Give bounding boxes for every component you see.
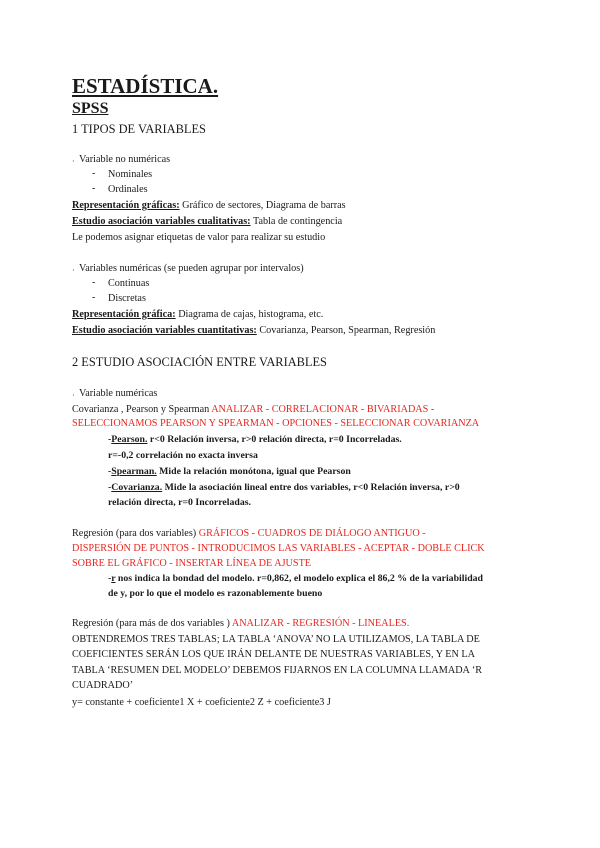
qualitative-association	[72, 215, 342, 229]
bullet: ·	[72, 266, 75, 275]
regression-multiple-text: Regresión (para más de dos variables )	[72, 618, 232, 629]
repr-label: Representación gráfica:	[72, 309, 176, 320]
assoc-label: Estudio asociación variables cuantitativas:	[72, 325, 257, 336]
assoc-value: Covarianza, Pearson, Spearman, Regresión	[256, 325, 436, 336]
type-item: Ordinales	[108, 184, 148, 195]
type-item: Continuas	[108, 278, 150, 289]
tables-note: COEFICIENTES SERÁN LOS QUE IRÁN DELANTE DE NUESTRAS VARIABLES, Y EN LA	[72, 649, 475, 660]
dash: -	[92, 168, 96, 179]
spearman-label: Spearman.	[111, 466, 157, 477]
regression-formula: y= constante + coeficiente1 X + coeficiente2 Z + coeficiente3 J	[72, 697, 331, 708]
dash: -	[92, 277, 96, 288]
r-label: r	[111, 573, 116, 584]
type-item: Nominales	[108, 169, 153, 180]
qualitative-representation	[72, 199, 346, 213]
section2-heading: 2 ESTUDIO ASOCIACIÓN ENTRE VARIABLES	[72, 355, 327, 369]
prefix: -	[108, 466, 112, 477]
prefix: -	[108, 434, 112, 445]
qualitative-note: Le podemos asignar etiquetas de valor para realizar su estudio	[72, 232, 326, 243]
section1-heading: 1 TIPOS DE VARIABLES	[72, 122, 206, 136]
spearman-definition	[108, 465, 351, 479]
document-title: ESTADÍSTICA.	[72, 74, 219, 98]
covariance-label: Covarianza.	[111, 482, 163, 493]
quantitative-label: Variables numéricas (se pueden agrupar por intervalos)	[79, 263, 304, 274]
regression-multiple	[72, 617, 409, 631]
tables-note: OBTENDREMOS TRES TABLAS; LA TABLA ‘ANOVA’ NO LA UTILIZAMOS, LA TABLA DE	[72, 634, 480, 645]
r-definition	[108, 572, 483, 586]
pearson-definition	[108, 433, 402, 447]
document-subtitle: SPSS	[72, 100, 109, 117]
spss-path: SELECCIONAMOS PEARSON Y SPEARMAN - OPCIONES - SELECCIONAR COVARIANZA	[72, 418, 480, 429]
r-text: nos indica la bondad del modelo. r=0,862, el modelo explica el 86,2 % de la variabilidad	[115, 573, 483, 584]
repr-label: Representación gráficas:	[72, 200, 180, 211]
r-definition-cont: de y, por lo que el modelo es razonablemente bueno	[108, 588, 323, 599]
dash: -	[92, 183, 96, 194]
dash: -	[92, 292, 96, 303]
spss-path: ANALIZAR - REGRESIÓN - LINEALES.	[231, 618, 410, 629]
bullet: ·	[72, 157, 75, 166]
repr-value: Gráfico de sectores, Diagrama de barras	[179, 200, 346, 211]
regression-two-text: Regresión (para dos variables)	[72, 528, 199, 539]
covariance-text: Mide la asociación lineal entre dos variables, r<0 Relación inversa, r>0	[162, 482, 460, 493]
assoc-label: Estudio asociación variables cualitativas:	[72, 216, 251, 227]
covariance-definition-cont: relación directa, r=0 Incorreladas.	[108, 497, 251, 508]
pearson-label: Pearson.	[111, 434, 148, 445]
methods-text: Covarianza , Pearson y Spearman	[72, 404, 212, 415]
prefix: -	[108, 482, 112, 493]
prefix: -	[108, 573, 112, 584]
spss-path: SOBRE EL GRÁFICO - INSERTAR LÍNEA DE AJUSTE	[72, 558, 312, 569]
spss-path: DISPERSIÓN DE PUNTOS - INTRODUCIMOS LAS VARIABLES - ACEPTAR - DOBLE CLICK	[72, 543, 485, 554]
spss-path: ANALIZAR - CORRELACIONAR - BIVARIADAS -	[211, 404, 435, 415]
covariance-definition	[108, 481, 460, 495]
spearman-text: Mide la relación monótona, igual que Pearson	[156, 466, 351, 477]
tables-note: CUADRADO’	[72, 680, 134, 691]
type-item: Discretas	[108, 293, 146, 304]
correlation-methods	[72, 403, 434, 417]
quantitative-representation	[72, 308, 323, 322]
bullet: ·	[72, 391, 75, 400]
qualitative-label: Variable no numéricas	[79, 154, 171, 165]
regression-two	[72, 527, 426, 541]
pearson-example: r=-0,2 correlación no exacta inversa	[108, 450, 258, 461]
quantitative-association	[72, 324, 435, 338]
repr-value: Diagrama de cajas, histograma, etc.	[175, 309, 324, 320]
tables-note: TABLA ‘RESUMEN DEL MODELO’ DEBEMOS FIJARNOS EN LA COLUMNA LLAMADA ‘R	[72, 665, 483, 676]
numeric-label: Variable numéricas	[79, 388, 158, 399]
pearson-text: r<0 Relación inversa, r>0 relación directa, r=0 Incorreladas.	[147, 434, 402, 445]
assoc-value: Tabla de contingencia	[250, 216, 343, 227]
spss-path: GRÁFICOS - CUADROS DE DIÁLOGO ANTIGUO -	[198, 528, 426, 539]
